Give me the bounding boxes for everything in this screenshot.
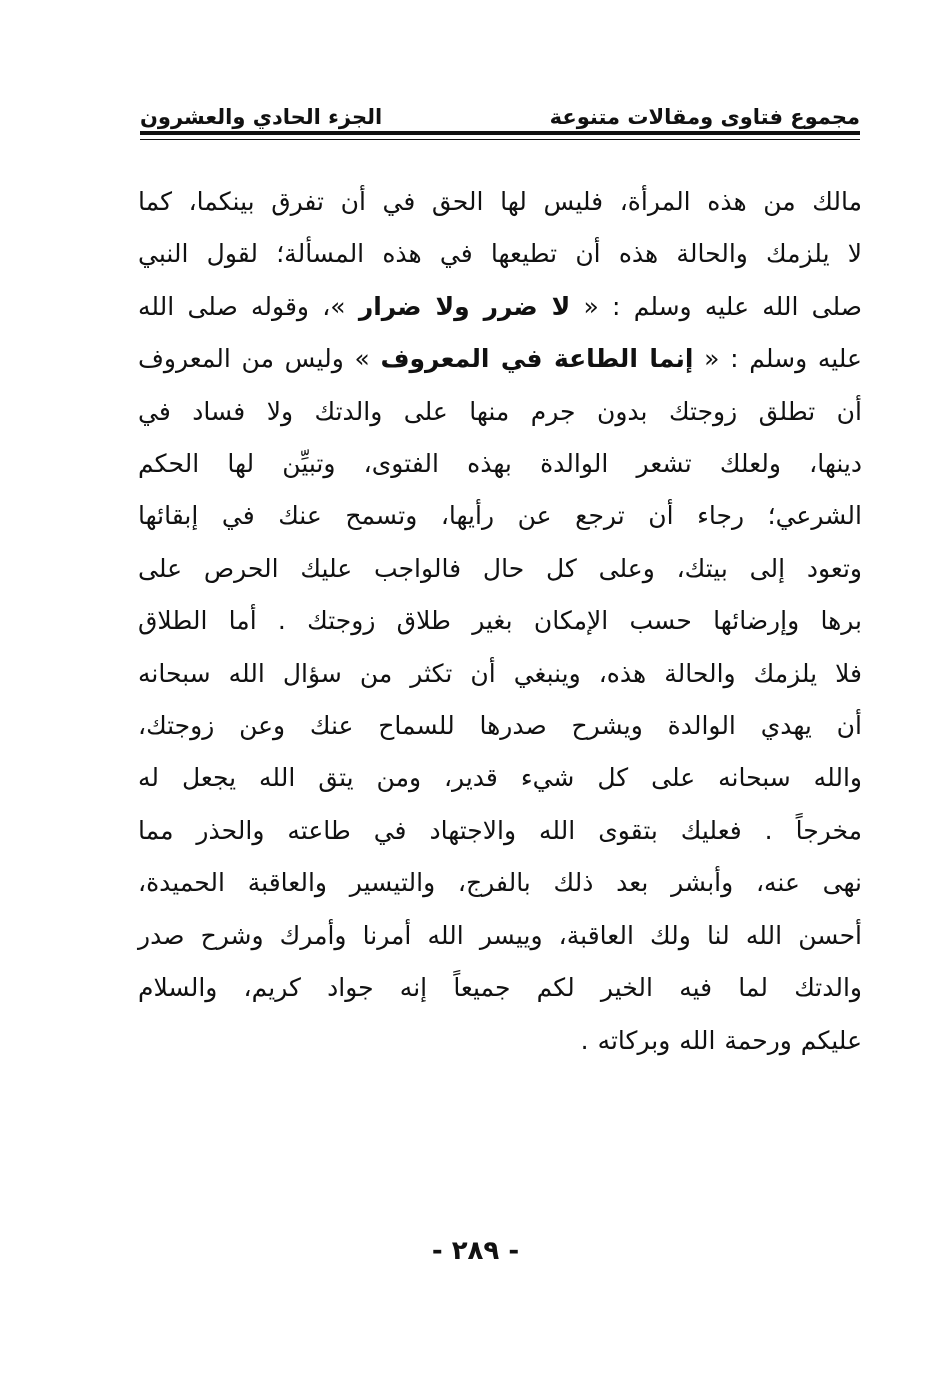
header-rule-thick xyxy=(140,131,860,135)
text-line: لا يلزمك والحالة هذه أن تطيعها في هذه المسألة؛ لقول النبي xyxy=(138,239,862,269)
text-line: أن تطلق زوجتك بدون جرم منها على والدتك ولا فساد في xyxy=(138,396,862,426)
text-line: مالك من هذه المرأة، فليس لها الحق في أن تفرق بينكما، كما xyxy=(138,187,862,216)
text-line: أحسن الله لنا ولك العاقبة، وييسر الله أمرنا وأمرك وشرح صدر xyxy=(138,920,862,950)
text-line: نهى عنه، وأبشر بعد ذلك بالفرج، والتيسير والعاقبة الحميدة، xyxy=(138,868,862,898)
text-line: وتعود إلى بيتك، وعلى كل حال فالواجب عليك الحرص على xyxy=(138,553,862,583)
hadith-quote: إنما الطاعة في المعروف xyxy=(380,344,694,374)
volume-label: الجزء الحادي والعشرون xyxy=(140,105,383,129)
text-line: برها وإرضائها حسب الإمكان بغير طلاق زوجتك . أما الطلاق xyxy=(138,606,862,636)
text-line: مخرجاً . فعليك بتقوى الله والاجتهاد في طاعته والحذر مما xyxy=(138,815,862,845)
fatwa-body-text xyxy=(138,176,862,1067)
text-line: صلى الله عليه وسلم : « لا ضرر ولا ضرار »، وقوله صلى الله xyxy=(138,291,863,321)
book-title: مجموع فتاوى ومقالات متنوعة xyxy=(549,105,860,129)
text-line: الشرعي؛ رجاء أن ترجع عن رأيها، وتسمح عنك في إبقائها xyxy=(138,501,862,531)
text-line: والدتك لما فيه الخير لكم جميعاً إنه جواد كريم، والسلام xyxy=(138,973,862,1003)
running-header xyxy=(140,88,860,128)
text-line: أن يهدي الوالدة ويشرح صدرها للسماح عنك وعن زوجتك، xyxy=(138,711,862,741)
hadith-quote: لا ضرر ولا ضرار xyxy=(358,291,571,321)
page-number: - ٢٨٩ - xyxy=(431,1236,520,1266)
text-line: والله سبحانه على كل شيء قدير، ومن يتق الله يجعل له xyxy=(138,763,862,793)
text-line: عليكم ورحمة الله وبركاته . xyxy=(580,1025,862,1055)
text-line: فلا يلزمك والحالة هذه، وينبغي أن تكثر من سؤال الله سبحانه xyxy=(138,658,862,688)
text-line: دينها، ولعلك تشعر الوالدة بهذه الفتوى، وتبيِّن لها الحكم xyxy=(138,449,862,479)
header-rule-thin xyxy=(140,139,860,140)
text-line: عليه وسلم : « إنما الطاعة في المعروف » وليس من المعروف xyxy=(138,344,862,374)
